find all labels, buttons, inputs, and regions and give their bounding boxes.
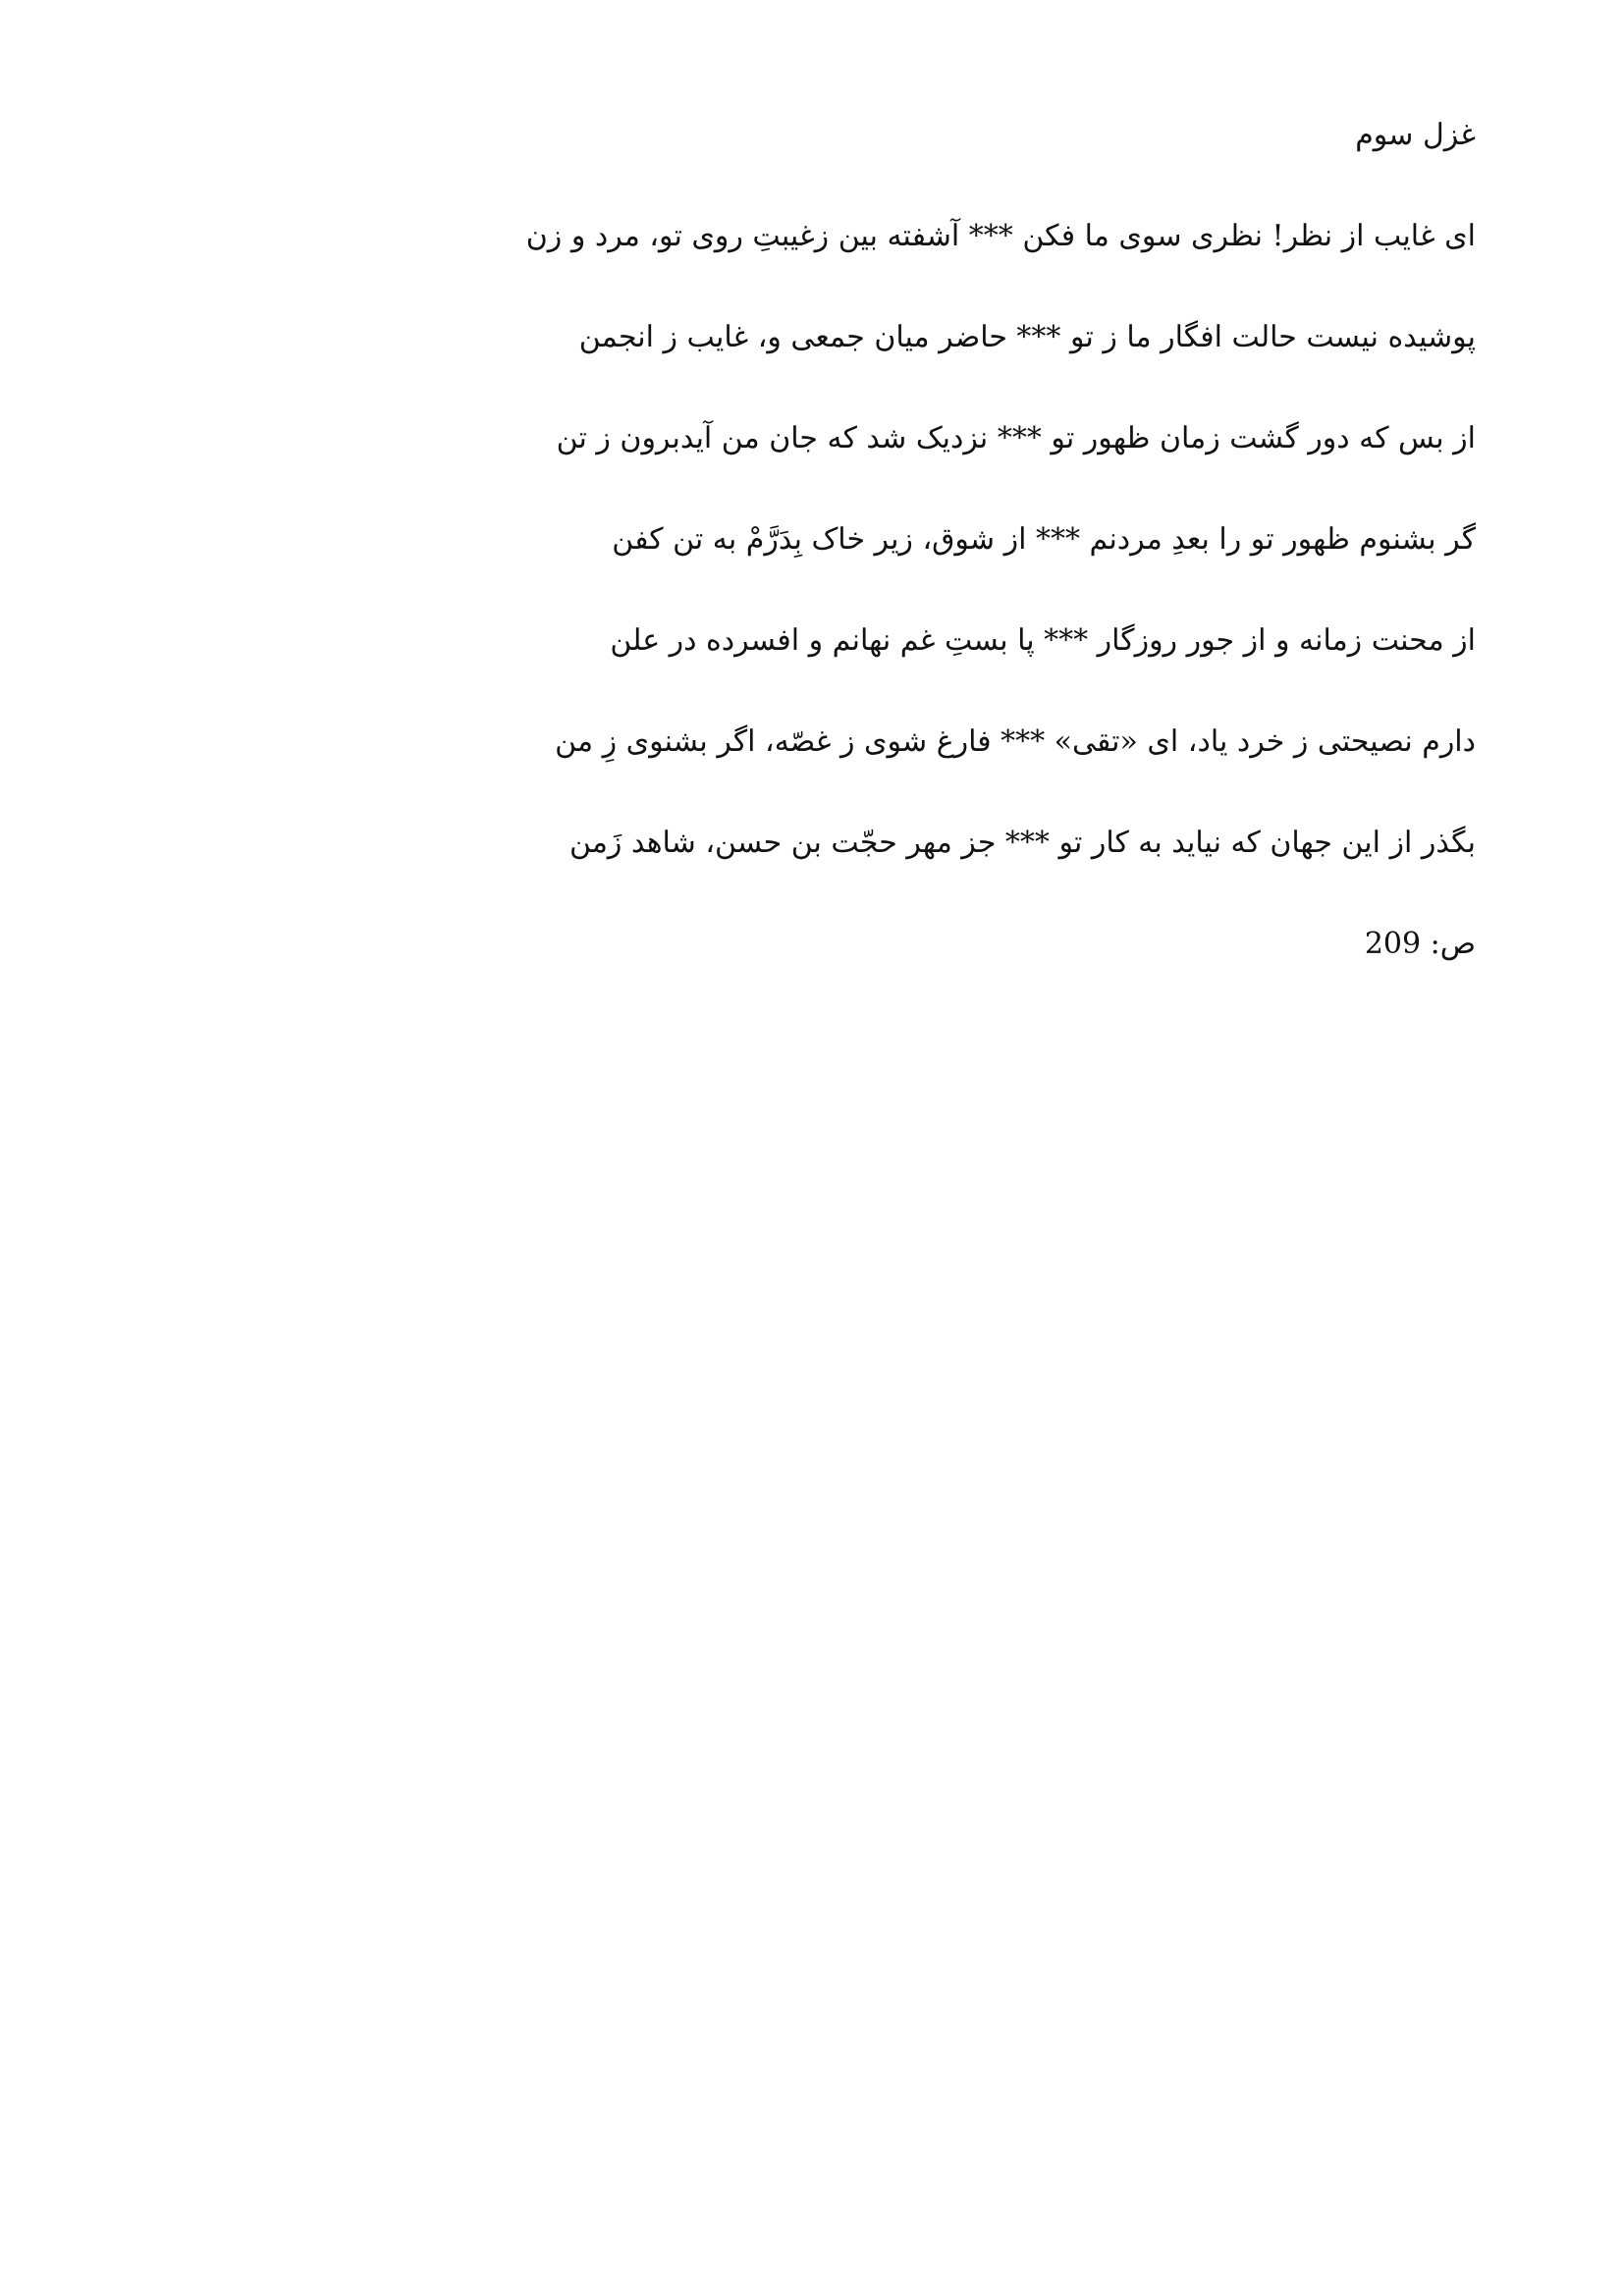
poem-title: غزل سوم — [1355, 118, 1476, 152]
page-number: ص: 209 — [1364, 927, 1476, 961]
verse-line-1: ای غایب از نظر! نظری سوی ما فکن *** آشفته بین زغیبتِ روی تو، مرد و زن — [525, 219, 1476, 253]
verse-line-7: بگذر از این جهان که نیاید به کار تو *** جز مهر حجّت بن حسن، شاهد زَمن — [569, 826, 1476, 860]
verse-line-5: از محنت زمانه و از جور روزگار *** پا بستِ غم نهانم و افسرده در علن — [610, 623, 1476, 658]
verse-line-4: گر بشنوم ظهور تو را بعدِ مردنم *** از شوق، زیر خاک بِدَرَّمْ به تن کفن — [612, 522, 1476, 557]
verse-line-6: دارم نصیحتی ز خرد یاد، ای «تقی» *** فارغ شوی ز غصّه، اگر بشنوی زِ من — [555, 724, 1476, 759]
poem-block — [525, 116, 1476, 1026]
verse-line-2: پوشیده نیست حالت افگار ما ز تو *** حاضر میان جمعی و، غایب ز انجمن — [578, 320, 1476, 354]
verse-line-3: از بس که دور گشت زمان ظهور تو *** نزدیک شد که جان من آیدبرون ز تن — [556, 421, 1476, 455]
